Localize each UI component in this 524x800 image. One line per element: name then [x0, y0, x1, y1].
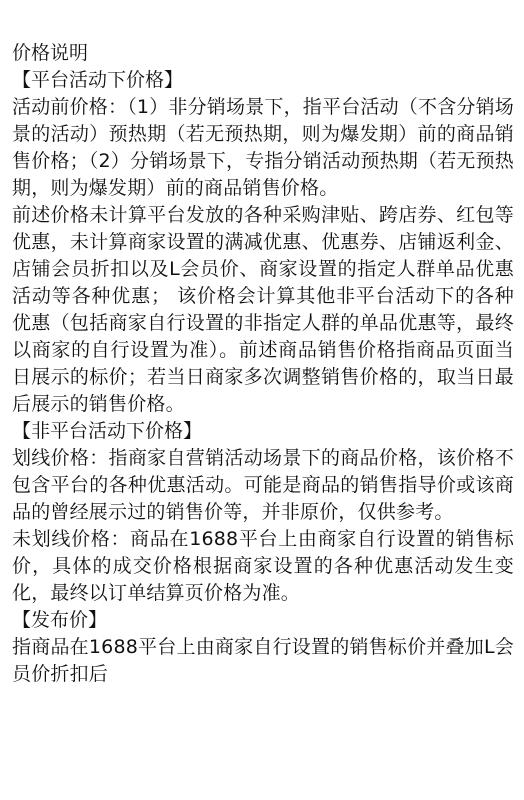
- paragraph-non-strikethrough-price: 未划线价格：商品在1688平台上由商家自行设置的销售标价，具体的成交价格根据商家设置的各种优惠活动发生变化，最终以订单结算页价格为准。: [12, 528, 514, 604]
- page-title: 价格说明: [12, 42, 89, 64]
- section-heading-platform-activity: 【平台活动下价格】: [12, 69, 184, 91]
- section-heading-non-platform-activity: 【非平台活动下价格】: [12, 420, 203, 442]
- paragraph-pre-activity-price: 活动前价格：（1）非分销场景下，指平台活动（不含分销场景的活动）预热期（若无预热期，则为爆发期）前的商品销售价格；（2）分销场景下，专指分销活动预热期（若无预热期，则为爆发期）前的商品销售价格。: [12, 96, 514, 199]
- paragraph-release-price: 指商品在1688平台上由商家自行设置的销售标价并叠加L会员价折扣后: [12, 636, 514, 685]
- section-heading-release-price: 【发布价】: [12, 609, 108, 631]
- paragraph-strikethrough-price: 划线价格：指商家自营销活动场景下的商品价格，该价格不包含平台的各种优惠活动。可能是商品的销售指导价或该商品的曾经展示过的销售价等，并非原价，仅供参考。: [12, 447, 514, 523]
- paragraph-price-calculation-note: 前述价格未计算平台发放的各种采购津贴、跨店券、红包等优惠，未计算商家设置的满减优惠、优惠券、店铺返利金、店铺会员折扣以及L会员价、商家设置的指定人群单品优惠活动等各种优惠； 该价格会计算其他非平台活动下的各种优惠（包括商家自行设置的非指定人群的单品优惠等，最终以商家的自行设置为准）。前述商品销售价格指商品页面当日展示的标价；若当日商家多次调整销售价格的，取当日最后展示的销售价格。: [12, 204, 514, 415]
